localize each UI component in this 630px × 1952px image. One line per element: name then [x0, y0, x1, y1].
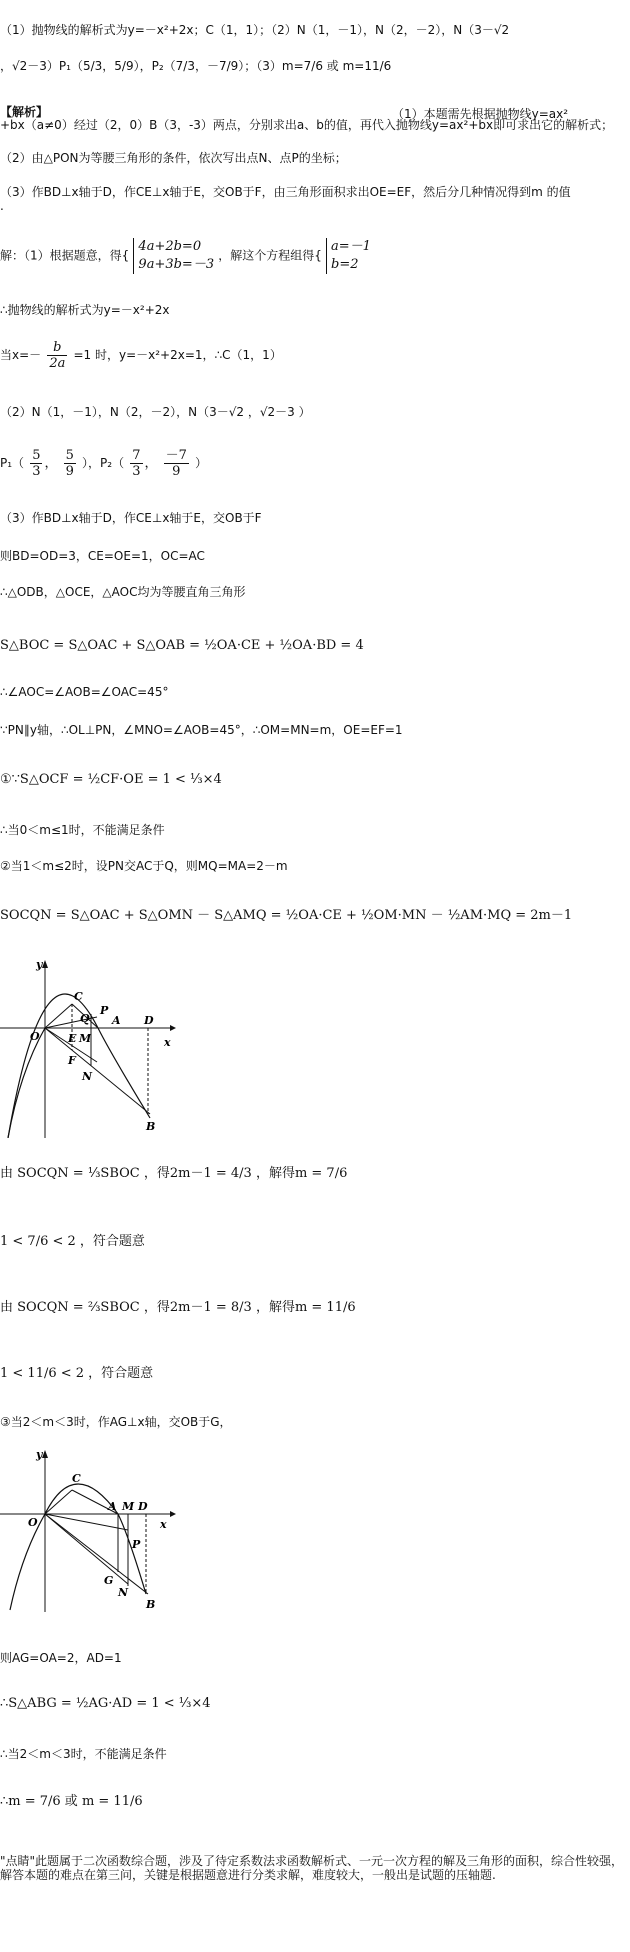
solution-line-8: ∴△ODB，△OCE，△AOC均为等腰直角三角形: [0, 585, 246, 599]
solution-line-7: 则BD=OD=3，CE=OE=1，OC=AC: [0, 549, 205, 563]
solution-line-13: ∴当0＜m≤1时，不能满足条件: [0, 823, 165, 837]
fig1-label-F: F: [68, 1054, 76, 1067]
analysis-line-1: +bx（a≠0）经过（2，0）B（3，-3）两点，分别求出a、b的值，再代入抛物线y=ax²+bx即可求出它的解析式；: [0, 118, 614, 132]
solution-line-12: ①∵S△OCF = ½CF·OE = 1 < ⅓×4: [0, 772, 222, 787]
fig2-label-P: P: [132, 1538, 141, 1551]
solution-line-1: 解：（1）根据题意，得{ 4a+2b=0 9a+3b=－3 ，解这个方程组得{ a=－1 b=2: [0, 239, 371, 272]
fig1-label-D: D: [144, 1014, 154, 1027]
fig2-label-G: G: [104, 1574, 114, 1587]
solution-line-23: ∴当2＜m＜3时，不能满足条件: [0, 1747, 167, 1761]
fig1-label-x: x: [164, 1036, 171, 1049]
solution-line-14: ②当1＜m≤2时，设PN交AC于Q，则MQ=MA=2－m: [0, 859, 288, 873]
solution-line-15: SOCQN = S△OAC + S△OMN － S△AMQ = ½OA·CE + ½OM·MN － ½AM·MQ = 2m－1: [0, 908, 573, 923]
fig2-label-B: B: [146, 1598, 156, 1611]
solution-line-3: 当x=－ $\frac{b}{2a}$ =1 时，y=－x²+2x=1，∴C（1，1）: [0, 340, 282, 371]
fig1-label-O: O: [30, 1030, 40, 1043]
answer-line-1: （1）抛物线的解析式为y=－x²+2x；C（1，1）；（2）N（1，－1），N（2，－2），N（3－√2: [0, 23, 510, 37]
analysis-tag: 【解析】: [0, 105, 49, 119]
figure-1: [0, 952, 180, 1138]
analysis-line-2: （2）由△PON为等腰三角形的条件，依次写出点N、点P的坐标；: [0, 151, 347, 165]
fig1-label-A: A: [112, 1014, 121, 1027]
fig2-label-O: O: [28, 1516, 38, 1529]
analysis-line-3b: .: [0, 199, 4, 213]
solution-line-22: ∴S△ABG = ½AG·AD = 1 < ⅓×4: [0, 1696, 211, 1711]
solution-line-2: ∴抛物线的解析式为y=－x²+2x: [0, 303, 170, 317]
solution-line-9: S△BOC = S△OAC + S△OAB = ½OA·CE + ½OA·BD = 4: [0, 638, 364, 653]
solution-line-11: ∵PN∥y轴，∴OL⊥PN，∠MNO=∠AOB=45°，∴OM=MN=m，OE=EF=1: [0, 723, 403, 737]
fig2-label-A: A: [108, 1500, 117, 1513]
solution-line-6: （3）作BD⊥x轴于D，作CE⊥x轴于E，交OB于F: [0, 511, 262, 525]
fig2-label-x: x: [160, 1518, 167, 1531]
fig1-label-P: P: [100, 1004, 109, 1017]
fig1-label-B: B: [146, 1120, 156, 1133]
fig1-label-C: C: [74, 990, 83, 1003]
fig1-label-y: y: [36, 958, 43, 971]
fig2-label-y: y: [36, 1448, 43, 1461]
solution-line-17: 1 < 7/6 < 2 ，符合题意: [0, 1234, 145, 1249]
analysis-line-3: （3）作BD⊥x轴于D，作CE⊥x轴于E，交OB于F，由三角形面积求出OE=EF，然后分几种情况得到m 的值: [0, 185, 571, 199]
answer-line-2: ，√2－3）P₁（5/3，5/9），P₂（7/3，－7/9）；（3）m=7/6 或 m=11/6: [0, 59, 392, 73]
figure-2: [0, 1444, 180, 1612]
fig2-label-D: D: [138, 1500, 148, 1513]
solution-line-10: ∴∠AOC=∠AOB=∠OAC=45°: [0, 685, 169, 699]
fig2-label-C: C: [72, 1472, 81, 1485]
comment-text: "点睛"此题属于二次函数综合题，涉及了待定系数法求函数解析式、一元一次方程的解及三角形的面积，综合性较强，解答本题的难点在第三问，关键是根据题意进行分类求解，难度较大，一般出是试题的压轴题.: [0, 1854, 624, 1882]
solution-line-21: 则AG=OA=2，AD=1: [0, 1651, 122, 1665]
solution-line-16: 由 SOCQN = ⅓SBOC ，得2m－1 = 4/3 ，解得m = 7/6: [0, 1166, 348, 1181]
fig1-label-E: E: [68, 1032, 77, 1045]
fig1-label-Q: Q: [80, 1012, 90, 1025]
fig1-label-N: N: [82, 1070, 93, 1083]
solution-line-4: （2）N（1，－1），N（2，－2），N（3－√2 ，√2－3 ）: [0, 405, 311, 419]
solution-line-20: ③当2＜m＜3时，作AG⊥x轴，交OB于G，: [0, 1415, 232, 1429]
solution-system: a=－1 b=2: [326, 238, 371, 274]
fig1-label-M: M: [79, 1032, 92, 1045]
fig2-label-M: M: [122, 1500, 135, 1513]
analysis-right: （1）本题需先根据抛物线y=ax²: [392, 107, 569, 121]
solution-line-5: P₁（ $\frac{5}{3}$ ， $\frac{5}{9}$ ），P₂（ $\frac{7}{3}$ ， $\frac{-7}{9}$ ）: [0, 448, 208, 479]
fig2-label-N: N: [118, 1586, 129, 1599]
equation-system: 4a+2b=0 9a+3b=－3: [133, 238, 214, 274]
solution-line-18: 由 SOCQN = ⅔SBOC ，得2m－1 = 8/3 ，解得m = 11/6: [0, 1300, 356, 1315]
solution-line-19: 1 < 11/6 < 2 ，符合题意: [0, 1366, 154, 1381]
solution-line-24: ∴m = 7/6 或 m = 11/6: [0, 1794, 143, 1809]
